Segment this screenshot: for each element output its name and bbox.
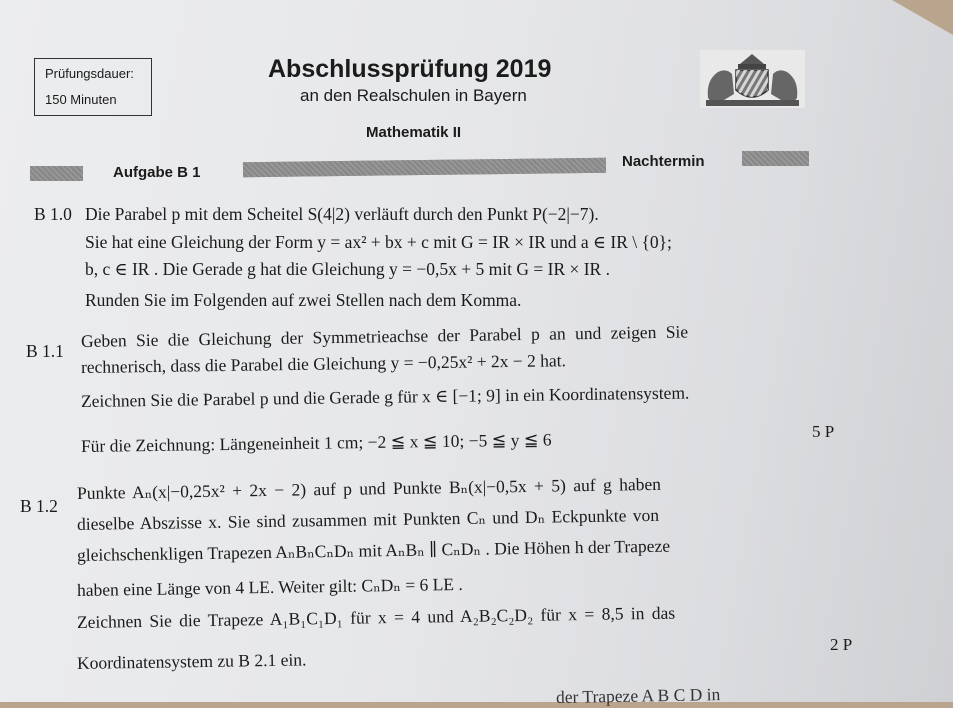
section-b11-line-1: Geben Sie die Gleichung der Symmetrieachse der Parabel p an und zeigen Sie [80, 321, 689, 351]
section-b10-line-1: Die Parabel p mit dem Scheitel S(4|2) verläuft durch den Punkt P(−2|−7). [85, 204, 599, 224]
section-b10-label: B 1.0 [34, 204, 72, 224]
task-title: Aufgabe B 1 [113, 164, 201, 181]
section-b10-line-4: Runden Sie im Folgenden auf zwei Stellen nach dem Komma. [85, 290, 522, 310]
header-bar-right [742, 151, 809, 166]
section-b12-line-2: dieselbe Abszisse x. Sie sind zusammen mit Punkten Cₙ und Dₙ Eckpunkte von [76, 504, 660, 534]
subject-title: Mathematik II [366, 124, 462, 141]
header-bar-left [30, 166, 83, 181]
section-b10-line-2: Sie hat eine Gleichung der Form y = ax² + bx + c mit G = IR × IR und a ∈ IR \ {0}; [85, 232, 672, 252]
section-b12-line-4: haben eine Länge von 4 LE. Weiter gilt: CₙDₙ = 6 LE . [76, 573, 463, 600]
exam-subtitle: an den Realschulen in Bayern [300, 86, 527, 105]
exam-title: Abschlussprüfung 2019 [268, 55, 552, 83]
section-b11-points: 5 P [812, 422, 835, 441]
term-label: Nachtermin [622, 153, 705, 170]
section-b11-line-3: Zeichnen Sie die Parabel p und die Gerade g für x ∈ [−1; 9] in ein Koordinatensystem. [80, 382, 690, 411]
section-b10-line-3: b, c ∈ IR . Die Gerade g hat die Gleichung y = −0,5x + 5 mit G = IR × IR . [85, 259, 610, 279]
duration-box [34, 58, 152, 116]
duration-label: Prüfungsdauer: [45, 66, 134, 81]
bavarian-coat-of-arms-icon [700, 50, 805, 108]
duration-value: 150 Minuten [45, 92, 117, 107]
section-b12-cut-line: der Trapeze A B C D in [555, 684, 721, 707]
section-b12-line-3: gleichschenkligen Trapezen AₙBₙCₙDₙ mit AₙBₙ ∥ CₙDₙ . Die Höhen h der Trapeze [76, 535, 671, 565]
section-b12-line-6: Koordinatensystem zu B 2.1 ein. [76, 649, 307, 673]
section-b11-line-2: rechnerisch, dass die Parabel die Gleichung y = −0,25x² + 2x − 2 hat. [80, 350, 567, 377]
section-b12-line-1: Punkte Aₙ(x|−0,25x² + 2x − 2) auf p und Punkte Bₙ(x|−0,5x + 5) auf g haben [76, 473, 662, 503]
section-b12-line-5: Zeichnen Sie die Trapeze A₁B₁C₁D₁ für x = 4 und A₂B₂C₂D₂ für x = 8,5 in das [76, 602, 676, 632]
section-b12-points: 2 P [830, 635, 853, 654]
section-b11-label: B 1.1 [26, 341, 64, 361]
section-b11-line-4: Für die Zeichnung: Längeneinheit 1 cm; −2 ≦ x ≦ 10; −5 ≦ y ≦ 6 [80, 429, 552, 456]
section-b12-label: B 1.2 [20, 496, 58, 516]
